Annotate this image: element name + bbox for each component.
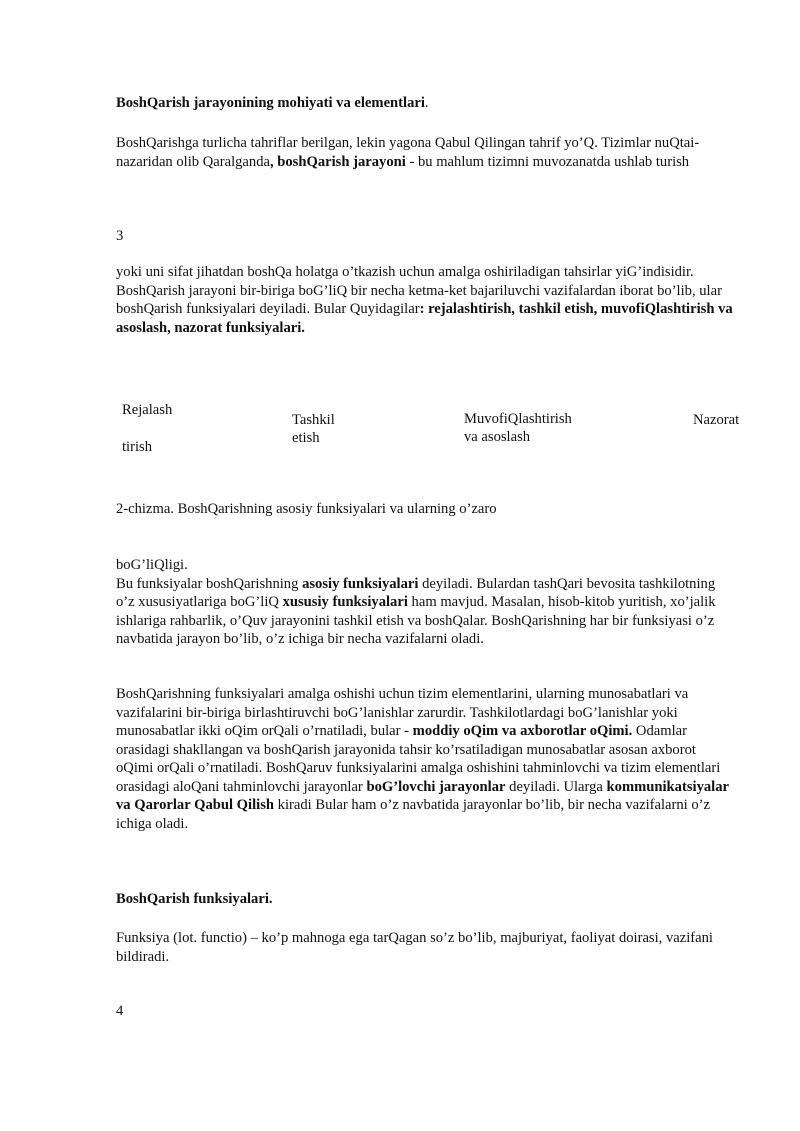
- bold-term: xususiy funksiyalari: [282, 594, 408, 610]
- bold-term: moddiy oQim va axborotlar oQimi.: [412, 723, 633, 739]
- text-run: Odamlar orasidagi shakllangan va boshQarish jarayonida tahsir ko’rsatiladigan munosabatlar asosan axborot oQimi orQali o’rnatiladi. BoshQaruv funksiyalarini amalga oshishini tahminlovchi va tizim elementlari orasidagi aloQani tahminlovchi jarayonlar: [116, 723, 721, 795]
- diagram-box-organizing-line2: etish: [292, 430, 320, 446]
- bold-functions-list: : rejalashtirish, tashkil etish, muvofiQlashtirish va asoslash, nazorat funksiyalari.: [116, 301, 733, 336]
- diagram-caption: 2-chizma. BoshQarishning asosiy funksiyalari va ularning o’zaro: [116, 501, 497, 517]
- text-run: deyiladi. Ularga: [505, 778, 607, 795]
- subsection-heading-text: BoshQarish funksiyalari.: [116, 891, 273, 907]
- text-run: yoki uni sifat jihatdan boshQa holatga o’tkazish uchun amalga oshiriladigan tahsirlar yiG’indisidir. BoshQarish jarayoni bir-biriga boG’liQ bir necha ketma-ket bajariluvchi vazifalardan iborat bo’lib, ular boshQarish funksiyalari deyiladi. Bular Quyidagilar: [116, 264, 722, 317]
- paragraph-function-definition: Funksiya (lot. functio) – ko’p mahnoga ega tarQagan so’z bo’lib, majburiyat, faoliyat doirasi, vazifani bildiradi.: [116, 930, 713, 965]
- section-heading: [116, 94, 736, 113]
- diagram-box-coordination-line2: va asoslash: [464, 429, 531, 445]
- text-run: Bu funksiyalar boshQarishning: [116, 575, 303, 592]
- page-number: 3: [116, 228, 124, 244]
- text-run: kiradi Bular ham o’z navbatida jarayonlar bo’lib, bir necha vazifalarni o’z ichiga oladi.: [116, 797, 711, 832]
- section-heading-period: .: [424, 95, 429, 111]
- text-run: ham mavjud. Masalan, hisob-kitob yuritish, xo’jalik ishlariga rahbarlik, o’Quv jarayonini tashkil etish va boshQalar. BoshQarishning har bir funksiyasi o’z navbatida jarayon bo’lib, o’z ichiga bir necha vazifalarni oladi.: [116, 594, 716, 647]
- diagram-box-organizing-line1: Tashkil: [292, 412, 335, 428]
- diagram-box-coordination-line1: MuvofiQlashtirish: [464, 411, 572, 427]
- diagram-box-planning-line1: Rejalash: [122, 402, 173, 418]
- paragraph-main-functions: [116, 556, 736, 649]
- diagram-box-control: Nazorat: [693, 412, 740, 428]
- text-run: - bu mahlum tizimni muvozanatda ushlab turish: [405, 153, 690, 170]
- section-heading-text: BoshQarish jarayonining mohiyati va elementlari: [116, 95, 425, 111]
- paragraph-definition: [116, 134, 736, 171]
- text-run: deyiladi. Bulardan tashQari bevosita tashkilotning o’z xususiyatlariga boG’liQ: [116, 575, 716, 610]
- subsection-heading: [116, 890, 736, 909]
- bold-term: kommunikatsiyalar va Qarorlar Qabul Qilish: [116, 778, 729, 813]
- text-run: boG’liQligi.: [116, 557, 188, 573]
- bold-term: , boshQarish jarayoni: [269, 153, 406, 170]
- bold-term: asosiy funksiyalari: [302, 575, 419, 592]
- text-run: BoshQarishga turlicha tahriflar berilgan, lekin yagona Qabul Qilingan tahrif yo’Q. Tizimlar nuQtai-nazaridan olib Qaralganda: [116, 135, 700, 170]
- bold-term: boG’lovchi jarayonlar: [366, 778, 506, 795]
- text-run: BoshQarishning funksiyalari amalga oshishi uchun tizim elementlarini, ularning munosabatlari va vazifalarini bir-biriga birlashtiruvchi boG’lanishlar zarurdir. Tashkilotlardagi boG’lanishlar yoki munosabatlar ikki oQim orQali o’rnatiladi, bular -: [116, 686, 689, 739]
- paragraph-functions: [116, 263, 736, 337]
- paragraph-connections: [116, 685, 736, 833]
- diagram-box-planning-line2: tirish: [122, 439, 152, 455]
- page-number: 4: [116, 1003, 124, 1019]
